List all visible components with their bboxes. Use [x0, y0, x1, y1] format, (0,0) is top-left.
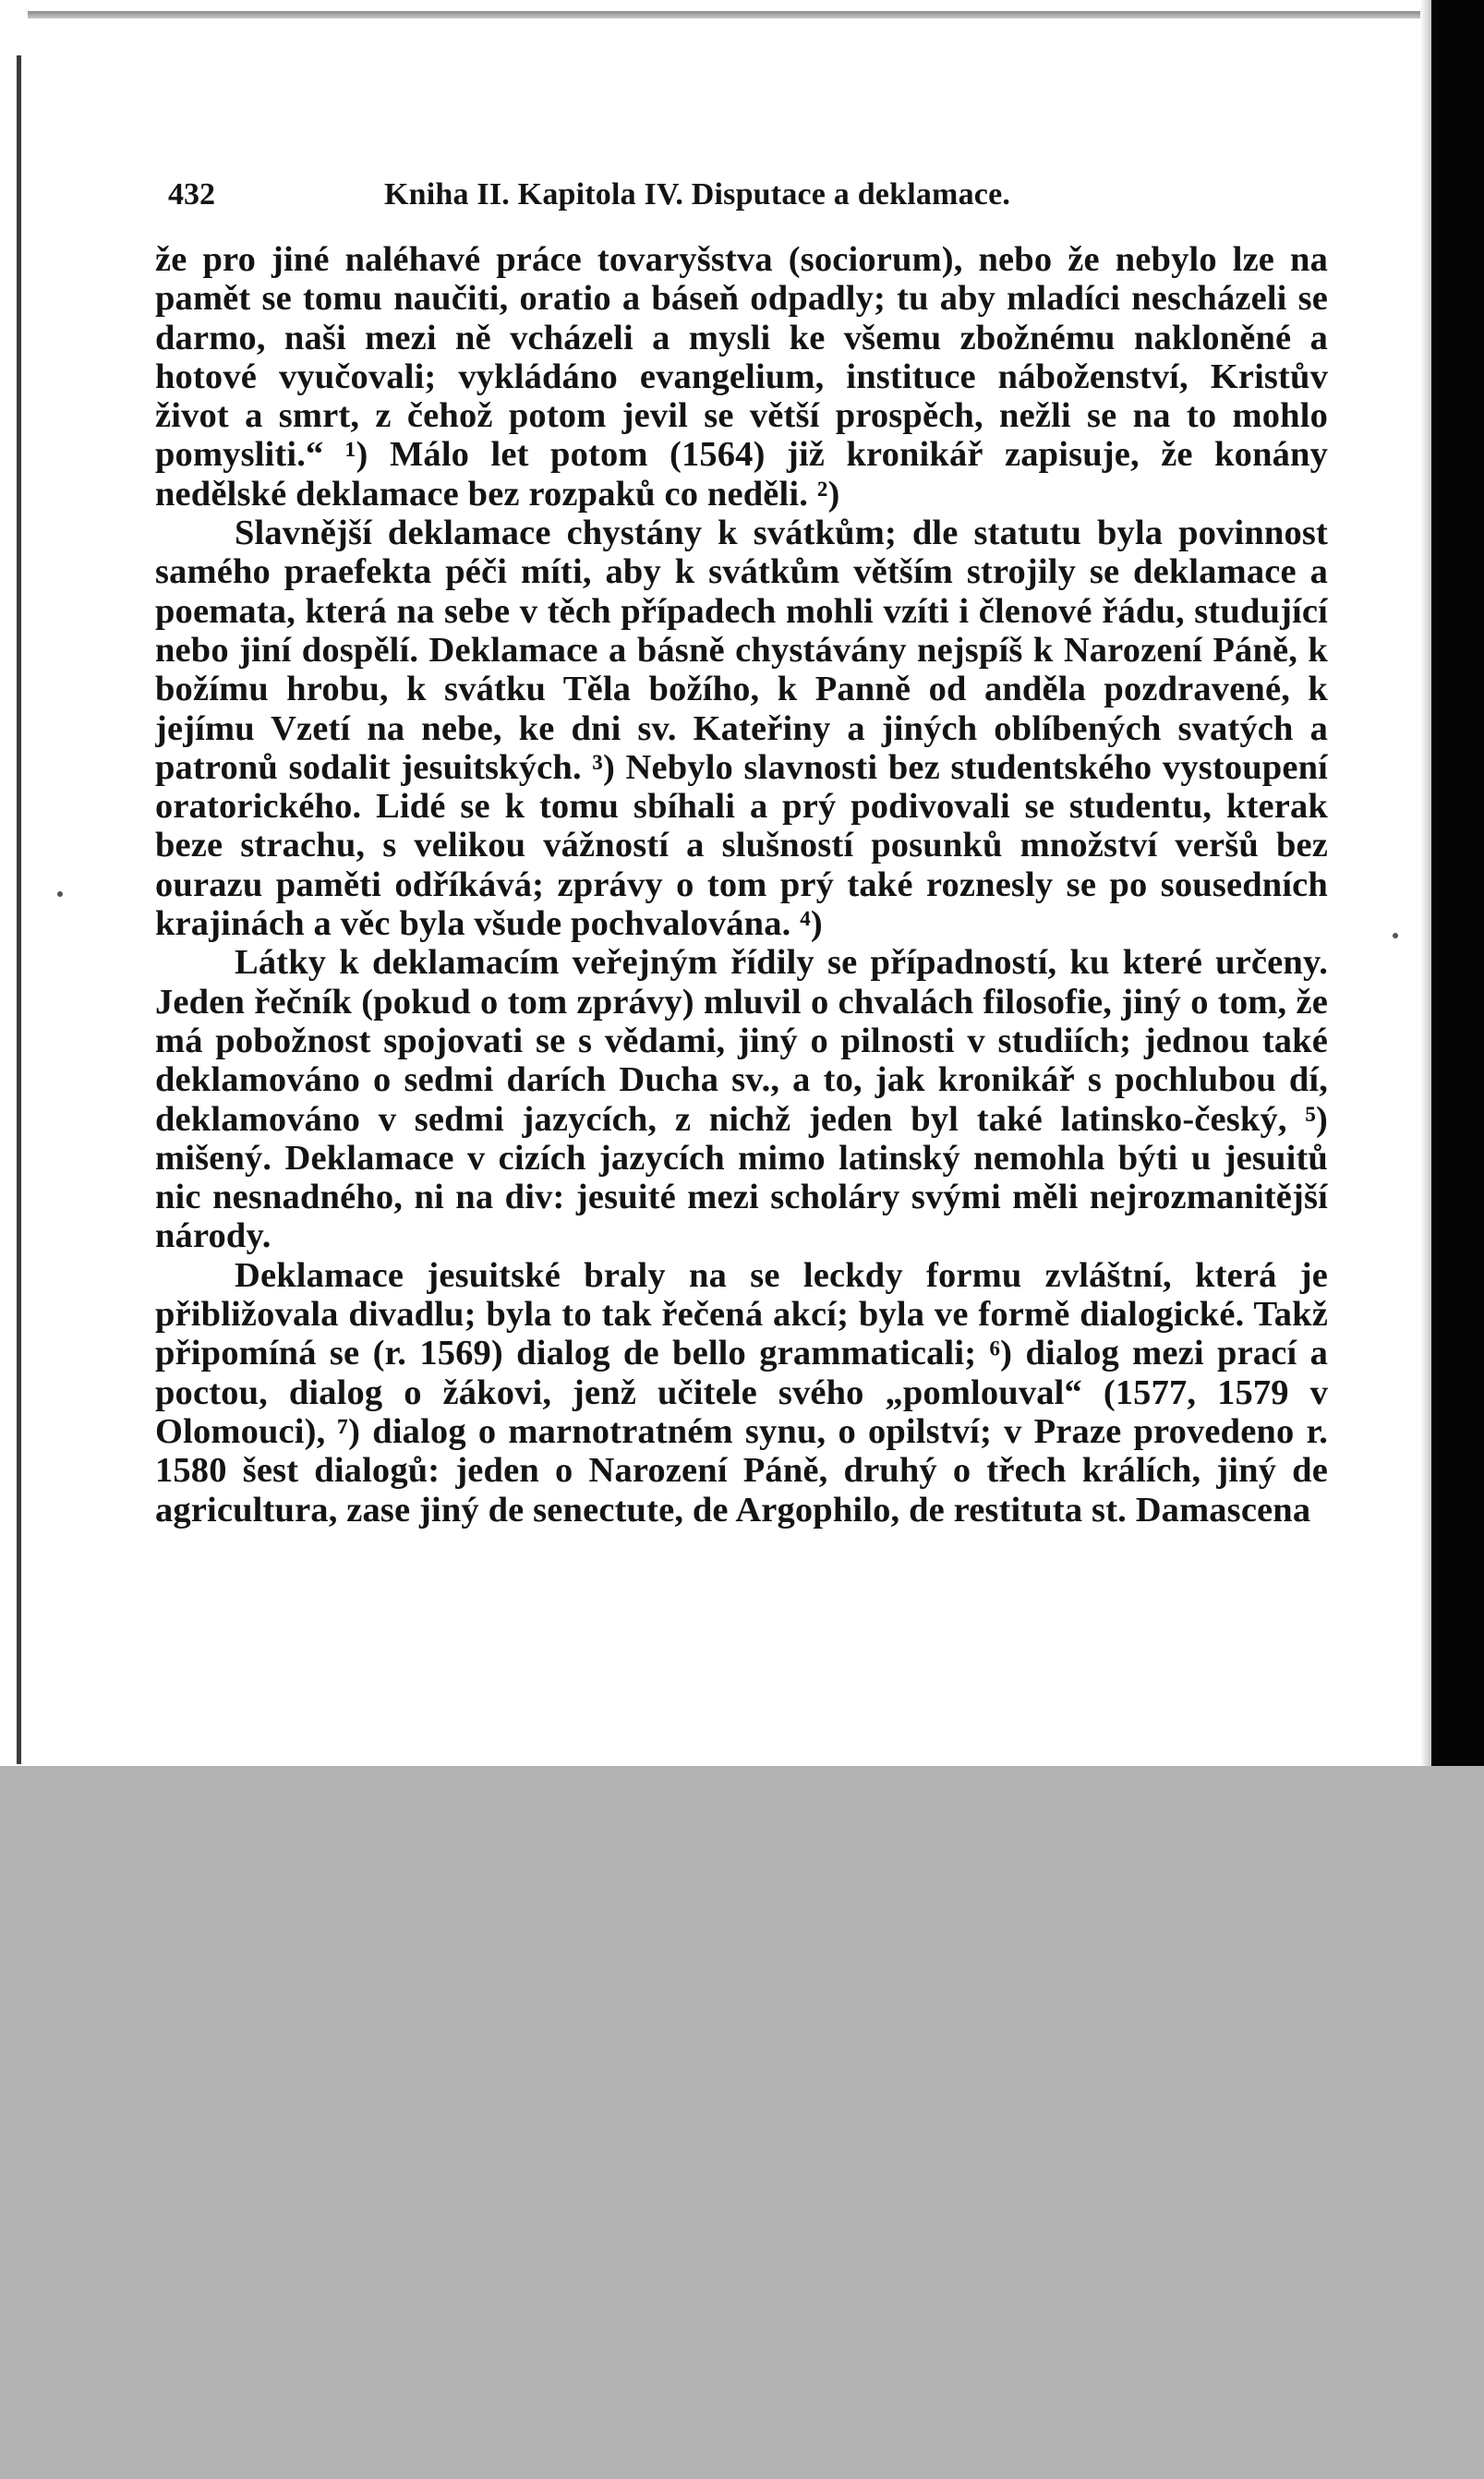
page-header — [155, 157, 1328, 240]
paragraph-2: Slavnější deklamace chystány k svátkům; dle statutu byla povinnost samého praefekta péči míti, aby k svátkům větším strojily se deklamace a poemata, která na sebe v těch případech mohli vzíti i členové řádu, studující nebo jiní dospělí. Deklamace a básně chystávány nejspíš k Narození Páně, k božímu hrobu, k svátku Těla božího, k Panně od anděla pozdravené, k jejímu Vzetí na nebe, ke dni sv. Kateřiny a jiných oblíbených svatých a patronů sodalit jesuitských. ³) Nebylo slavnosti bez studentského vystoupení oratorického. Lidé se k tomu sbíhali a prý podivovali se studentu, kterak beze strachu, s velikou vážností a slušností posunků množství veršů bez ourazu paměti odříkává; zprávy o tom prý také roznesly se po sousedních krajinách a věc byla všude pochvalována. ⁴) — [155, 514, 1328, 944]
page-body — [155, 157, 1328, 1766]
scan-speck — [1393, 933, 1398, 938]
paragraph-4: Deklamace jesuitské braly na se leckdy formu zvláštní, která je přibližovala divadlu; byla to tak řečená akcí; byla ve formě dialogické. Takž připomíná se (r. 1569) dialog de bello grammaticali; ⁶) dialog mezi prací a poctou, dialog o žákovi, jenž učitele svého „pomlouval“ (1577, 1579 v Olomouci), ⁷) dialog o marnotratném synu, o opilství; v Praze provedeno r. 1580 šest dialogů: jeden o Narození Páně, druhý o třech králích, jiný de agricultura, zase jiný de senectute, de Argophilo, de restituta st. Damascena — [155, 1255, 1328, 1530]
page-top-shadow — [28, 11, 1431, 18]
binding-dark-edge — [1431, 0, 1484, 1766]
page-number: 432 — [168, 177, 215, 212]
page-left-edge — [17, 55, 21, 1764]
paragraph-1: že pro jiné naléhavé práce tovaryšstva (sociorum), nebo že nebylo lze na pamět se tomu naučiti, oratio a báseň odpadly; tu aby mladíci nescházeli se darmo, naši mezi ně vcházeli a mysli ke všemu zbožnému nakloněné a hotové vyučovali; vykládáno evangelium, instituce náboženství, Kristův život a smrt, z čehož potom jevil se větší prospěch, nežli se na to mohlo pomysliti.“ ¹) Málo let potom (1564) již kronikář zapisuje, že konány nedělské deklamace bez rozpaků co neděli. ²) — [155, 240, 1328, 514]
running-head: Kniha II. Kapitola IV. Disputace a deklamace. — [384, 177, 1011, 212]
paragraph-3: Látky k deklamacím veřejným řídily se případností, ku které určeny. Jeden řečník (pokud o tom zprávy) mluvil o chvalách filosofie, jiný o tom, že má pobožnost spojovati se s vědami, jiný o pilnosti v studiích; jednou také deklamováno o sedmi darích Ducha sv., a to, jak kronikář s pochlubou dí, deklamováno v sedmi jazycích, z nichž jeden byl také latinsko-český, ⁵) mišený. Deklamace v cizích jazycích mimo latinský nemohla býti u jesuitů nic nesnadného, ni na div: jesuité mezi scholáry svými měli nejrozmanitější národy. — [155, 943, 1328, 1256]
scanner-bed-gray-area — [0, 1766, 1484, 2479]
scan-speck — [57, 891, 63, 897]
